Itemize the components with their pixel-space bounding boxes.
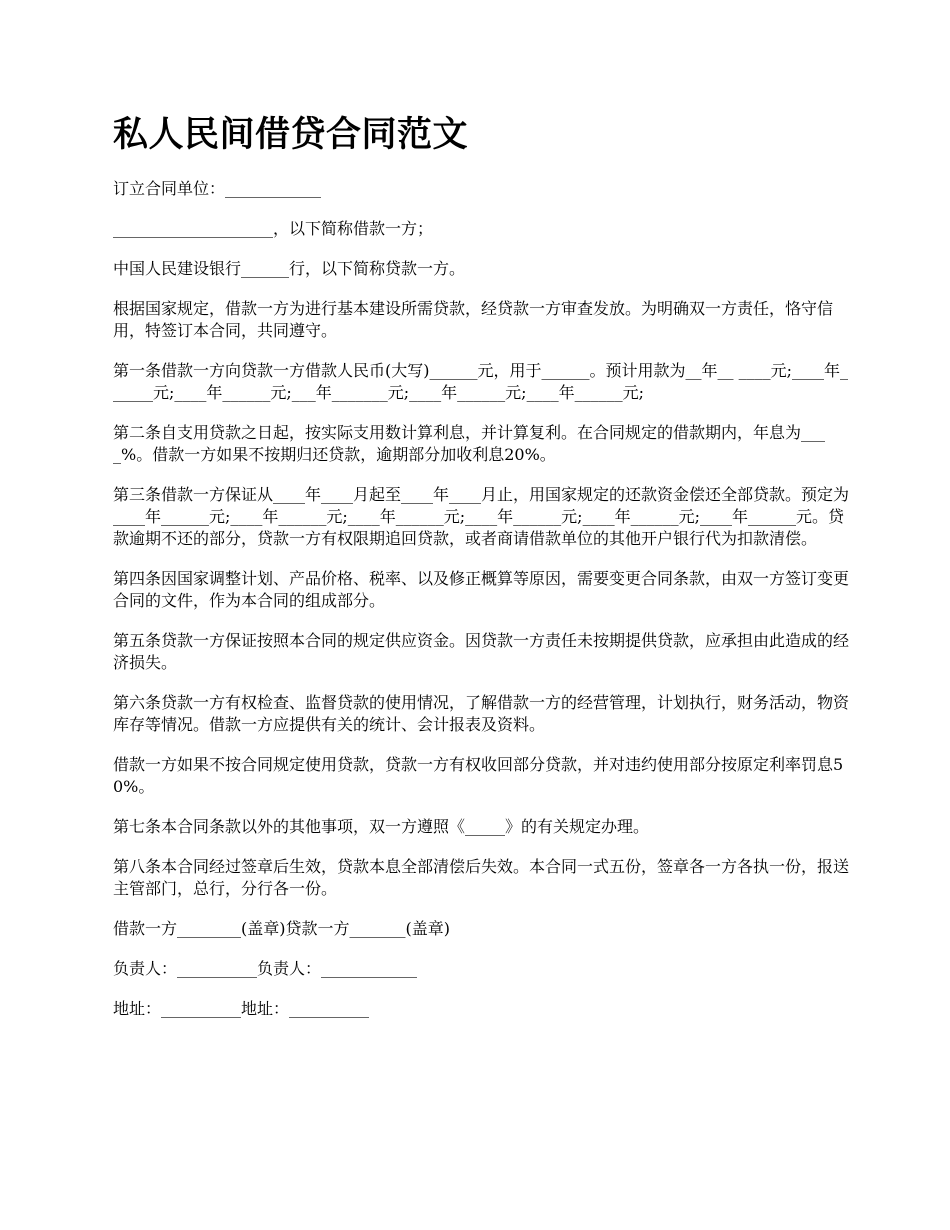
paragraph-contract-party: 订立合同单位：____________: [113, 179, 322, 198]
paragraph-article-5: 第五条贷款一方保证按照本合同的规定供应资金。因贷款一方责任未按期提供贷款，应承担由此造成的经济损失。: [113, 631, 850, 672]
address-line: 地址：__________地址：__________: [113, 999, 370, 1018]
paragraph-penalty: 借款一方如果不按合同规定使用贷款，贷款一方有权收回部分贷款，并对违约使用部分按原定利率罚息50%。: [113, 755, 844, 796]
document-title: 私人民间借贷合同范文: [113, 115, 469, 155]
paragraph-article-7: 第七条本合同条款以外的其他事项，双一方遵照《_____》的有关规定办理。: [113, 817, 650, 836]
signature-line: 借款一方________(盖章)贷款一方_______(盖章): [113, 919, 450, 938]
paragraph-article-4: 第四条因国家调整计划、产品价格、税率、以及修正概算等原因，需要变更合同条款，由双一方签订变更合同的文件，作为本合同的组成部分。: [113, 569, 850, 610]
paragraph-article-2: 第二条自支用贷款之日起，按实际支用数计算利息，并计算复利。在合同规定的借款期内，年息为____%。借款一方如果不按期归还贷款，逾期部分加收利息20%。: [113, 423, 826, 464]
paragraph-article-8: 第八条本合同经过签章后生效，贷款本息全部清偿后失效。本合同一式五份，签章各一方各执一份，报送主管部门，总行，分行各一份。: [113, 857, 850, 898]
document-page: [113, 112, 849, 1038]
responsible-person-line: 负责人：__________负责人：____________: [113, 959, 418, 978]
paragraph-preamble: 根据国家规定，借款一方为进行基本建设所需贷款，经贷款一方审查发放。为明确双一方责任，恪守信用，特签订本合同，共同遵守。: [113, 299, 834, 340]
paragraph-borrower: ____________________，以下简称借款一方；: [113, 219, 434, 238]
paragraph-article-3: 第三条借款一方保证从____年____月起至____年____月止，用国家规定的还款资金偿还全部贷款。预定为____年______元;____年______元;____年______元;____年______元;____年______元;____年______元。贷款逾期不还的部分，贷款一方有权限期追回贷款，或者商请借款单位的其他开户银行代为扣款清偿。: [113, 485, 850, 548]
paragraph-article-6: 第六条贷款一方有权检查、监督贷款的使用情况，了解借款一方的经营管理，计划执行，财务活动，物资库存等情况。借款一方应提供有关的统计、会计报表及资料。: [113, 693, 850, 734]
paragraph-lender: 中国人民建设银行______行，以下简称贷款一方。: [113, 259, 466, 278]
paragraph-article-1: 第一条借款一方向贷款一方借款人民币(大写)______元，用于______。预计用款为__年__ ____元;____年______元;____年______元;___年_______元;____年______元;____年______元;: [113, 361, 848, 402]
